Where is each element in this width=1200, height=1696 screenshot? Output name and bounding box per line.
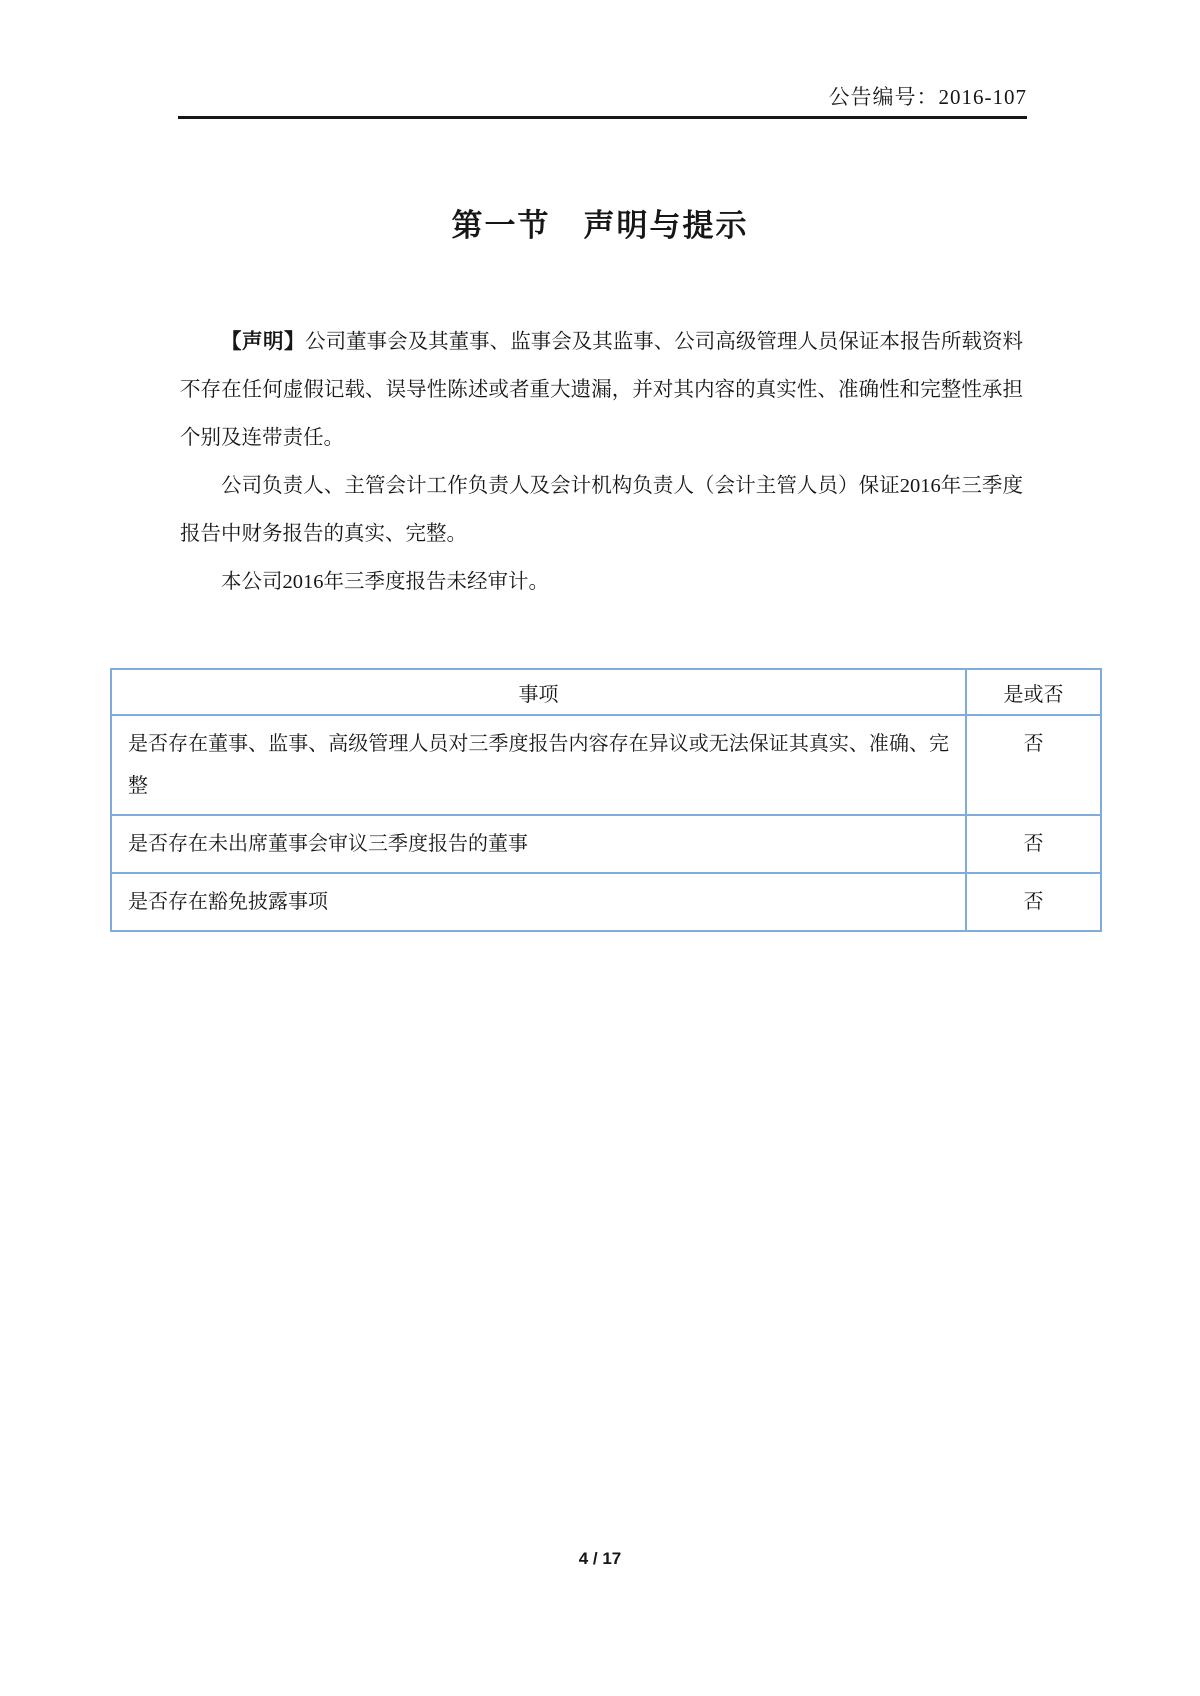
declaration-paragraph — [180, 318, 1023, 462]
column-header-yes-no: 是或否 — [966, 669, 1101, 715]
table-cell-item: 是否存在豁免披露事项 — [111, 873, 966, 931]
table-cell-answer: 否 — [966, 715, 1101, 815]
table-cell-item: 是否存在董事、监事、高级管理人员对三季度报告内容存在异议或无法保证其真实、准确、完整 — [111, 715, 966, 815]
declaration-label: 【声明】 — [221, 330, 306, 353]
table-cell-item: 是否存在未出席董事会审议三季度报告的董事 — [111, 815, 966, 873]
table-row — [111, 873, 1101, 931]
table-header-row — [111, 669, 1101, 715]
declaration-body-text: 公司董事会及其董事、监事会及其监事、公司高级管理人员保证本报告所载资料不存在任何虚假记载、误导性陈述或者重大遗漏，并对其内容的真实性、准确性和完整性承担个别及连带责任。 — [180, 331, 1024, 449]
table-row — [111, 715, 1101, 815]
body-text-block — [180, 318, 1023, 606]
table-row — [111, 815, 1101, 873]
column-header-item: 事项 — [111, 669, 966, 715]
table-cell-answer: 否 — [966, 815, 1101, 873]
disclosure-table — [110, 668, 1102, 932]
section-title: 第一节 声明与提示 — [451, 208, 749, 243]
table-cell-answer: 否 — [966, 873, 1101, 931]
audit-statement-paragraph: 本公司2016年三季度报告未经审计。 — [221, 571, 549, 593]
announcement-number: 公告编号：2016-107 — [828, 85, 1027, 109]
page-number: 4 / 17 — [578, 1549, 622, 1568]
responsible-statement-paragraph: 公司负责人、主管会计工作负责人及会计机构负责人（会计主管人员）保证2016年三季度报告中财务报告的真实、完整。 — [180, 475, 1023, 545]
header-divider — [178, 116, 1027, 119]
